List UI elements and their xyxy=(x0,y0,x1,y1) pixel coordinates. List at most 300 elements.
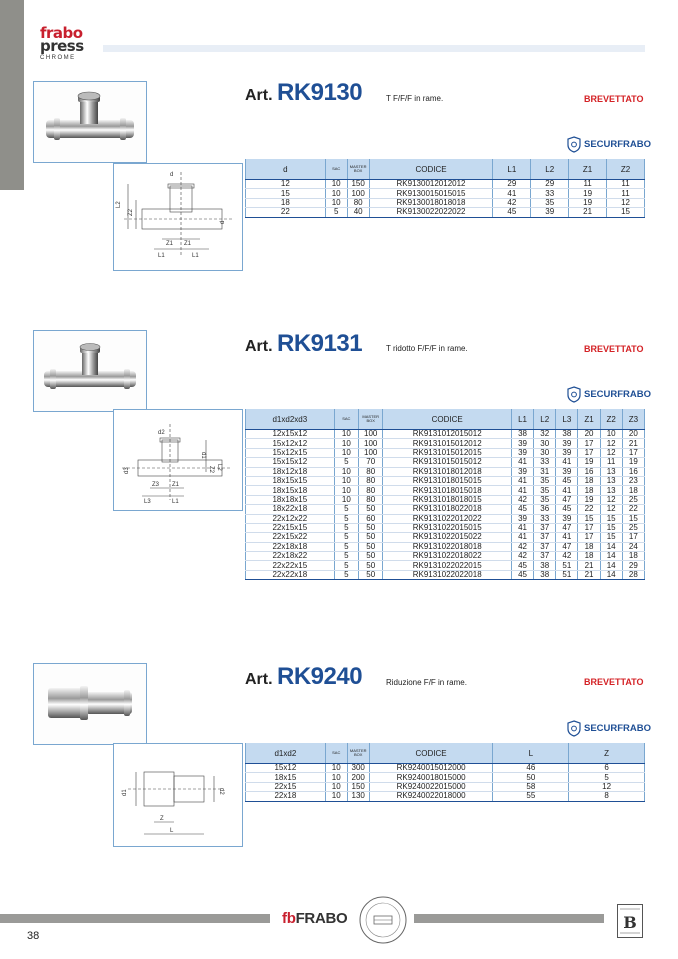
table-cell: RK9130012012012 xyxy=(369,180,493,189)
table-cell: 14 xyxy=(600,542,622,551)
col-header-d1xd2xd3: d1xd2xd3 xyxy=(246,409,335,430)
table-cell: 5 xyxy=(334,523,358,532)
table-cell: 29 xyxy=(531,180,569,189)
table-cell: 35 xyxy=(531,198,569,207)
patent-badge: BREVETTATO xyxy=(584,344,644,354)
art-prefix: Art. xyxy=(245,87,273,104)
patent-badge: BREVETTATO xyxy=(584,677,644,687)
dim-label-z: Z xyxy=(160,816,164,822)
table-cell: 20 xyxy=(578,430,600,439)
table-cell: RK9130018018018 xyxy=(369,198,493,207)
table-cell: 21 xyxy=(622,439,644,448)
table-cell: 17 xyxy=(578,533,600,542)
table-cell: 5 xyxy=(334,505,358,514)
table-cell: RK9130015015015 xyxy=(369,189,493,198)
table-cell: 15 xyxy=(578,514,600,523)
table-cell: 40 xyxy=(347,208,369,217)
col-header-sac: SAC xyxy=(325,159,347,180)
dim-label-z1-right: Z1 xyxy=(184,241,192,247)
table-cell: 11 xyxy=(600,458,622,467)
table-row xyxy=(246,198,645,207)
table-cell: RK9131022022018 xyxy=(383,570,512,579)
table-cell: 80 xyxy=(359,486,383,495)
table-cell: 39 xyxy=(556,448,578,457)
table-cell: 50 xyxy=(359,561,383,570)
table-row xyxy=(246,514,645,523)
table-cell: 41 xyxy=(556,533,578,542)
col-header-l3: L3 xyxy=(556,409,578,430)
article-code: RK9130 xyxy=(277,79,363,106)
art-prefix: Art. xyxy=(245,338,273,355)
table-cell: 150 xyxy=(347,180,369,189)
table-cell: 42 xyxy=(493,198,531,207)
table-cell: 39 xyxy=(556,514,578,523)
table-cell: 300 xyxy=(347,764,369,773)
table-cell: RK9131022015022 xyxy=(383,533,512,542)
table-cell: RK9131022022015 xyxy=(383,561,512,570)
table-cell: 80 xyxy=(359,495,383,504)
table-cell: 35 xyxy=(534,495,556,504)
table-cell: 18 xyxy=(622,486,644,495)
table-cell: 18x15 xyxy=(246,773,326,782)
patent-badge: BREVETTATO xyxy=(584,94,644,104)
table-cell: RK9131015012015 xyxy=(383,448,512,457)
table-cell: 28 xyxy=(622,570,644,579)
table-cell: 100 xyxy=(359,439,383,448)
product-photo-rk9131 xyxy=(33,330,147,412)
table-cell: 12x15x12 xyxy=(246,430,335,439)
table-cell: RK9240022015000 xyxy=(369,782,493,791)
table-row xyxy=(246,561,645,570)
table-cell: 39 xyxy=(556,467,578,476)
table-cell: 58 xyxy=(493,782,569,791)
table-row xyxy=(246,439,645,448)
col-header-z1: Z1 xyxy=(578,409,600,430)
table-cell: 10 xyxy=(325,773,347,782)
table-row xyxy=(246,764,645,773)
table-cell: 15 xyxy=(600,533,622,542)
table-cell: 39 xyxy=(511,514,533,523)
dim-label-l1-right: L1 xyxy=(192,253,199,259)
table-row xyxy=(246,542,645,551)
reducing-tee-image xyxy=(34,331,146,411)
table-cell: 80 xyxy=(359,476,383,485)
table-cell: 100 xyxy=(359,448,383,457)
table-cell: 10 xyxy=(600,430,622,439)
table-cell: 22x22x18 xyxy=(246,570,335,579)
table-cell: 100 xyxy=(359,430,383,439)
table-cell: 12 xyxy=(246,180,326,189)
table-cell: 5 xyxy=(569,773,645,782)
dim-label-l1: L1 xyxy=(172,499,179,505)
table-cell: 22 xyxy=(578,505,600,514)
table-cell: 14 xyxy=(600,561,622,570)
table-cell: RK9131022018018 xyxy=(383,542,512,551)
table-cell: 12 xyxy=(600,495,622,504)
table-cell: 37 xyxy=(534,552,556,561)
article-description: T F/F/F in rame. xyxy=(386,94,444,103)
table-cell: 18x15x15 xyxy=(246,476,335,485)
table-cell: 29 xyxy=(622,561,644,570)
col-header-sac: SAC xyxy=(334,409,358,430)
table-row xyxy=(246,448,645,457)
table-cell: 25 xyxy=(622,495,644,504)
table-cell: 22x15x15 xyxy=(246,523,335,532)
table-cell: 32 xyxy=(534,430,556,439)
shield-icon xyxy=(567,136,581,153)
table-cell: 80 xyxy=(347,198,369,207)
table-cell: 46 xyxy=(493,764,569,773)
table-cell: 17 xyxy=(578,523,600,532)
col-header-l2: L2 xyxy=(534,409,556,430)
table-cell: 14 xyxy=(600,570,622,579)
table-cell: 35 xyxy=(534,486,556,495)
table-cell: 17 xyxy=(622,533,644,542)
article-code: RK9131 xyxy=(277,330,363,357)
table-cell: 19 xyxy=(569,189,607,198)
table-cell: 18 xyxy=(622,552,644,561)
footer-bar-left xyxy=(0,914,270,923)
table-cell: 17 xyxy=(578,448,600,457)
table-cell: 41 xyxy=(493,189,531,198)
table-cell: 15 xyxy=(600,514,622,523)
table-cell: 36 xyxy=(534,505,556,514)
table-cell: 5 xyxy=(334,552,358,561)
frabo-logo-mark: fb xyxy=(282,910,296,927)
col-header-d1xd2: d1xd2 xyxy=(246,743,326,764)
table-cell: 29 xyxy=(493,180,531,189)
table-cell: 18 xyxy=(578,542,600,551)
table-cell: 41 xyxy=(511,476,533,485)
table-cell: 13 xyxy=(600,486,622,495)
table-cell: 10 xyxy=(325,764,347,773)
header-bar xyxy=(103,45,645,52)
table-cell: 200 xyxy=(347,773,369,782)
dim-label-l2: L2 xyxy=(116,201,122,208)
table-cell: 150 xyxy=(347,782,369,791)
table-cell: 22x15 xyxy=(246,782,326,791)
table-cell: 5 xyxy=(334,570,358,579)
table-cell: 33 xyxy=(531,189,569,198)
table-row xyxy=(246,523,645,532)
table-row xyxy=(246,486,645,495)
table-cell: 22x18 xyxy=(246,792,326,801)
col-header-d: d xyxy=(246,159,326,180)
tee-dimension-drawing xyxy=(114,164,242,270)
table-cell: 10 xyxy=(325,198,347,207)
table-cell: 38 xyxy=(511,430,533,439)
table-cell: 10 xyxy=(334,448,358,457)
table-cell: 10 xyxy=(334,486,358,495)
col-header-z1: Z1 xyxy=(569,159,607,180)
dim-label-z3: Z3 xyxy=(152,482,160,488)
table-cell: 21 xyxy=(578,561,600,570)
article-title-rk9130 xyxy=(245,79,362,107)
table-cell: 33 xyxy=(534,458,556,467)
table-cell: 20 xyxy=(622,430,644,439)
table-cell: 30 xyxy=(534,448,556,457)
table-cell: 11 xyxy=(607,180,645,189)
table-row xyxy=(246,467,645,476)
table-cell: 18 xyxy=(578,552,600,561)
table-row xyxy=(246,430,645,439)
table-cell: 13 xyxy=(600,476,622,485)
product-photo-rk9130 xyxy=(33,81,147,163)
table-cell: 37 xyxy=(534,542,556,551)
table-cell: 10 xyxy=(325,189,347,198)
table-cell: RK9131015015012 xyxy=(383,458,512,467)
table-row xyxy=(246,180,645,189)
table-row xyxy=(246,570,645,579)
table-cell: 5 xyxy=(334,542,358,551)
col-header-l1: L1 xyxy=(493,159,531,180)
dim-label-d1: d1 xyxy=(200,452,206,459)
table-cell: 100 xyxy=(347,189,369,198)
col-header-sac: SAC xyxy=(325,743,347,764)
table-cell: 17 xyxy=(622,448,644,457)
article-description: T ridotto F/F/F in rame. xyxy=(386,344,468,353)
table-cell: 41 xyxy=(556,486,578,495)
table-cell: 15 xyxy=(600,523,622,532)
dim-label-l3: L3 xyxy=(144,499,151,505)
table-cell: 51 xyxy=(556,561,578,570)
logo-line-frabo: frabo xyxy=(40,24,83,42)
table-cell: 22x12x22 xyxy=(246,514,335,523)
frabo-logo-text: FRABO xyxy=(295,910,348,927)
table-cell: 41 xyxy=(511,533,533,542)
table-cell: 38 xyxy=(534,561,556,570)
col-header-l2: L2 xyxy=(531,159,569,180)
table-cell: RK9240022018000 xyxy=(369,792,493,801)
table-cell: 10 xyxy=(334,467,358,476)
table-cell: 11 xyxy=(569,180,607,189)
article-code: RK9240 xyxy=(277,663,363,690)
table-cell: 15 xyxy=(607,208,645,217)
table-cell: 16 xyxy=(622,467,644,476)
col-header-codice: CODICE xyxy=(369,159,493,180)
table-cell: RK9240015012000 xyxy=(369,764,493,773)
dim-label-z1: Z1 xyxy=(172,482,180,488)
article-title-rk9240 xyxy=(245,663,362,691)
table-cell: RK9130022022022 xyxy=(369,208,493,217)
dim-label-l1-left: L1 xyxy=(158,253,165,259)
table-cell: 22x22x15 xyxy=(246,561,335,570)
spec-table-rk9240 xyxy=(245,743,645,802)
table-cell: 45 xyxy=(511,570,533,579)
logo-line-press: press xyxy=(40,37,84,55)
table-cell: 18x15x18 xyxy=(246,486,335,495)
table-cell: 16 xyxy=(578,467,600,476)
table-cell: 5 xyxy=(334,561,358,570)
table-cell: 39 xyxy=(531,208,569,217)
table-cell: 50 xyxy=(359,523,383,532)
col-header-codice: CODICE xyxy=(369,743,493,764)
spec-table-rk9130 xyxy=(245,159,645,218)
table-row xyxy=(246,189,645,198)
col-header-z3: Z3 xyxy=(622,409,644,430)
table-cell: 47 xyxy=(556,495,578,504)
technical-drawing-rk9240 xyxy=(113,743,243,847)
table-cell: 22x18x22 xyxy=(246,552,335,561)
art-prefix: Art. xyxy=(245,671,273,688)
article-title-rk9131 xyxy=(245,330,362,358)
table-cell: 5 xyxy=(325,208,347,217)
table-cell: 22 xyxy=(246,208,326,217)
table-cell: 45 xyxy=(511,561,533,570)
table-cell: 45 xyxy=(511,505,533,514)
table-cell: 50 xyxy=(359,542,383,551)
table-cell: 41 xyxy=(511,523,533,532)
table-cell: 39 xyxy=(511,439,533,448)
table-cell: 12 xyxy=(600,439,622,448)
dim-label-z1-left: Z1 xyxy=(166,241,174,247)
table-row xyxy=(246,792,645,801)
dim-label-d2: d2 xyxy=(158,430,165,436)
table-cell: 10 xyxy=(334,495,358,504)
table-row xyxy=(246,533,645,542)
table-cell: 15x15x12 xyxy=(246,458,335,467)
table-cell: 12 xyxy=(600,505,622,514)
table-cell: 12 xyxy=(569,782,645,791)
table-cell: 10 xyxy=(334,439,358,448)
table-cell: RK9131012015012 xyxy=(383,430,512,439)
table-cell: 50 xyxy=(359,533,383,542)
table-cell: 42 xyxy=(556,552,578,561)
spec-table-rk9131 xyxy=(245,409,645,580)
table-cell: 5 xyxy=(334,458,358,467)
table-cell: 15x12x12 xyxy=(246,439,335,448)
table-cell: 25 xyxy=(622,523,644,532)
article-description: Riduzione F/F in rame. xyxy=(386,678,467,687)
table-cell: 18 xyxy=(578,486,600,495)
table-cell: 5 xyxy=(334,514,358,523)
table-row xyxy=(246,476,645,485)
shield-icon xyxy=(567,720,581,737)
table-cell: RK9131018015015 xyxy=(383,476,512,485)
table-cell: 13 xyxy=(600,467,622,476)
technical-drawing-rk9130 xyxy=(113,163,243,271)
dim-label-d3: d3 xyxy=(124,467,130,474)
frabo-logo xyxy=(282,910,347,927)
table-cell: 60 xyxy=(359,514,383,523)
table-cell: 50 xyxy=(359,570,383,579)
table-cell: 22 xyxy=(622,505,644,514)
table-cell: 21 xyxy=(578,570,600,579)
table-cell: RK9131018022018 xyxy=(383,505,512,514)
col-header-codice: CODICE xyxy=(383,409,512,430)
table-cell: 10 xyxy=(325,782,347,791)
table-cell: RK9131015012012 xyxy=(383,439,512,448)
product-photo-rk9240 xyxy=(33,663,147,745)
table-cell: RK9131022018022 xyxy=(383,552,512,561)
table-row xyxy=(246,782,645,791)
table-cell: 37 xyxy=(534,523,556,532)
dim-label-d: d xyxy=(170,172,174,178)
table-cell: 51 xyxy=(556,570,578,579)
footer-bar-right xyxy=(414,914,604,923)
table-cell: 22x18x18 xyxy=(246,542,335,551)
table-cell: 18x12x18 xyxy=(246,467,335,476)
table-cell: 18x18x15 xyxy=(246,495,335,504)
table-cell: 17 xyxy=(578,439,600,448)
table-cell: 45 xyxy=(556,476,578,485)
table-row xyxy=(246,552,645,561)
table-cell: RK9131022015015 xyxy=(383,523,512,532)
table-cell: 10 xyxy=(325,792,347,801)
table-row xyxy=(246,208,645,217)
table-cell: 55 xyxy=(493,792,569,801)
table-cell: 15x12x15 xyxy=(246,448,335,457)
table-cell: 19 xyxy=(569,198,607,207)
table-cell: 19 xyxy=(578,495,600,504)
svg-text:B: B xyxy=(623,913,637,932)
table-cell: 80 xyxy=(359,467,383,476)
table-cell: RK9131018012018 xyxy=(383,467,512,476)
table-row xyxy=(246,773,645,782)
table-cell: 39 xyxy=(511,467,533,476)
table-cell: 38 xyxy=(534,570,556,579)
table-cell: 15x12 xyxy=(246,764,326,773)
dim-label-d2: d2 xyxy=(218,788,224,795)
table-cell: RK9131018018015 xyxy=(383,495,512,504)
table-cell: 15 xyxy=(246,189,326,198)
table-cell: 23 xyxy=(622,476,644,485)
table-cell: 35 xyxy=(534,476,556,485)
table-cell: 30 xyxy=(534,439,556,448)
table-cell: 15 xyxy=(622,514,644,523)
table-cell: 39 xyxy=(556,439,578,448)
table-cell: 50 xyxy=(359,505,383,514)
technical-drawing-rk9131 xyxy=(113,409,243,511)
table-cell: 24 xyxy=(622,542,644,551)
certification-seal-icon xyxy=(358,895,408,945)
table-cell: 70 xyxy=(359,458,383,467)
table-cell: 10 xyxy=(325,180,347,189)
dim-label-l2: L2 xyxy=(216,464,222,471)
securfrabo-label: SECURFRABO xyxy=(584,723,652,734)
table-cell: 41 xyxy=(511,458,533,467)
table-cell: 19 xyxy=(578,458,600,467)
col-header-l: L xyxy=(493,743,569,764)
side-tab xyxy=(0,0,24,190)
dim-label-z2: Z2 xyxy=(208,466,214,474)
col-header-master-box: MASTER BOX xyxy=(359,409,383,430)
table-cell: 5 xyxy=(334,533,358,542)
table-cell: RK9131022012022 xyxy=(383,514,512,523)
table-cell: 18 xyxy=(246,198,326,207)
col-header-l1: L1 xyxy=(511,409,533,430)
dim-label-l: L xyxy=(170,828,174,834)
table-cell: 10 xyxy=(334,476,358,485)
table-cell: 11 xyxy=(607,189,645,198)
table-cell: 18 xyxy=(578,476,600,485)
table-cell: 42 xyxy=(511,552,533,561)
table-cell: 42 xyxy=(511,542,533,551)
table-cell: 33 xyxy=(534,514,556,523)
table-cell: 6 xyxy=(569,764,645,773)
table-cell: 22x15x22 xyxy=(246,533,335,542)
table-cell: 37 xyxy=(534,533,556,542)
dim-label-d1: d1 xyxy=(122,789,128,796)
table-cell: 47 xyxy=(556,542,578,551)
col-header-z: Z xyxy=(569,743,645,764)
dim-label-z2: Z2 xyxy=(128,208,134,216)
table-cell: 50 xyxy=(493,773,569,782)
table-cell: 19 xyxy=(622,458,644,467)
col-header-master-box: MASTER BOX xyxy=(347,159,369,180)
table-cell: 45 xyxy=(493,208,531,217)
col-header-z2: Z2 xyxy=(600,409,622,430)
